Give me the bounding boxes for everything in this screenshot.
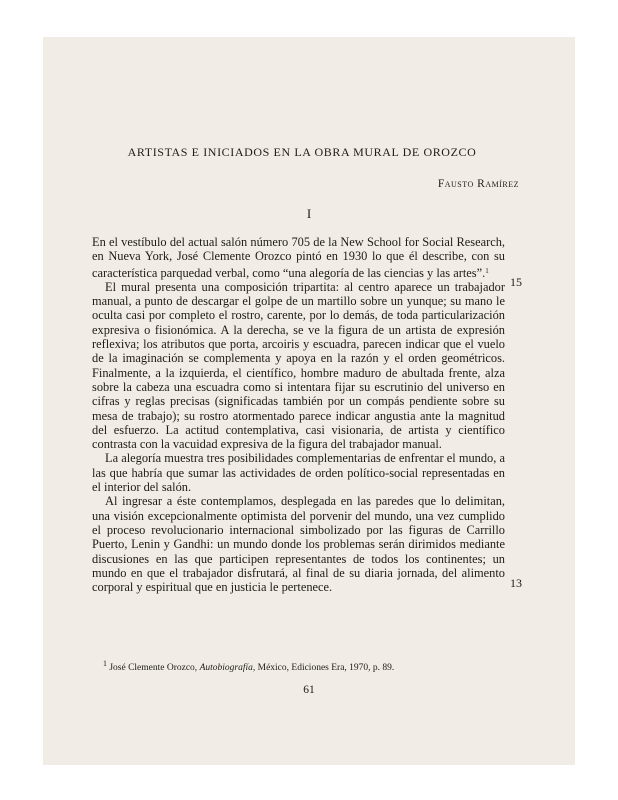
article-body	[92, 235, 505, 594]
document-page	[43, 37, 575, 765]
footnote-reference: 1	[485, 266, 489, 275]
paragraph	[92, 235, 505, 280]
page-number: 61	[303, 684, 315, 696]
paragraph: Al ingresar a éste contemplamos, desplegada en las paredes que lo delimitan, una visión excepcionalmente optimista del porvenir del mundo, una vez cumplido el proceso revolucionario internacional simbolizado por las figuras de Carrillo Puerto, Lenin y Gandhi: un mundo donde los problemas serán dirimidos mediante discusiones en las que participen representantes de todos los continentes; un mundo en que el trabajador disfrutará, al final de su diaria jornada, del alimento corporal y espiritual que en justicia le pertenece.	[92, 494, 505, 595]
margin-number: 13	[510, 576, 522, 590]
author-name: Fausto Ramírez	[437, 178, 519, 190]
margin-number: 15	[510, 275, 522, 289]
section-heading: I	[306, 206, 312, 221]
paragraph-text: En el vestíbulo del actual salón número 705 de la New School for Social Research, en Nueva York, José Clemente Orozco pintó en 1930 lo que él describe, con su característica parquedad verbal, como “una alegoría de las ciencias y las artes”.	[92, 235, 505, 280]
paragraph: La alegoría muestra tres posibilidades complementarias de enfrentar el mundo, a las que habría que sumar las actividades de orden político-social representadas en el interior del salón.	[92, 451, 505, 495]
footnote	[103, 659, 503, 673]
paragraph: El mural presenta una composición tripartita: al centro aparece un trabajador manual, a punto de descargar el golpe de un martillo sobre un yunque; su mano le oculta casi por completo el rostro, carente, por lo demás, de toda particularización expresiva o fisionómica. A la derecha, se ve la figura de un artista de expresión reflexiva; los atributos que porta, arcoiris y escuadra, parecen indicar que el vuelo de la imaginación se complementa y apoya en la razón y el orden geométricos. Finalmente, a la izquierda, el científico, hombre maduro de abultada frente, alza sobre la cabeza una escuadra como si intentara fijar su escrutinio del universo en cifras y reglas precisas (significadas también por un compás pendiente sobre su mesa de trabajo); su rostro atormentado parece indicar angustia ante la magnitud del esfuerzo. La actitud contemplativa, casi visionaria, de artista y científico contrasta con la vacuidad expresiva de la figura del trabajador manual.	[92, 279, 505, 452]
article-title: ARTISTAS E INICIADOS EN LA OBRA MURAL DE OROZCO	[127, 145, 477, 159]
footnote-author: José Clemente Orozco,	[109, 663, 198, 674]
footnote-publication: México, Ediciones Era, 1970, p. 89.	[257, 663, 395, 674]
footnote-mark: 1	[103, 659, 107, 668]
footnote-work: Autobiografía,	[199, 663, 256, 674]
